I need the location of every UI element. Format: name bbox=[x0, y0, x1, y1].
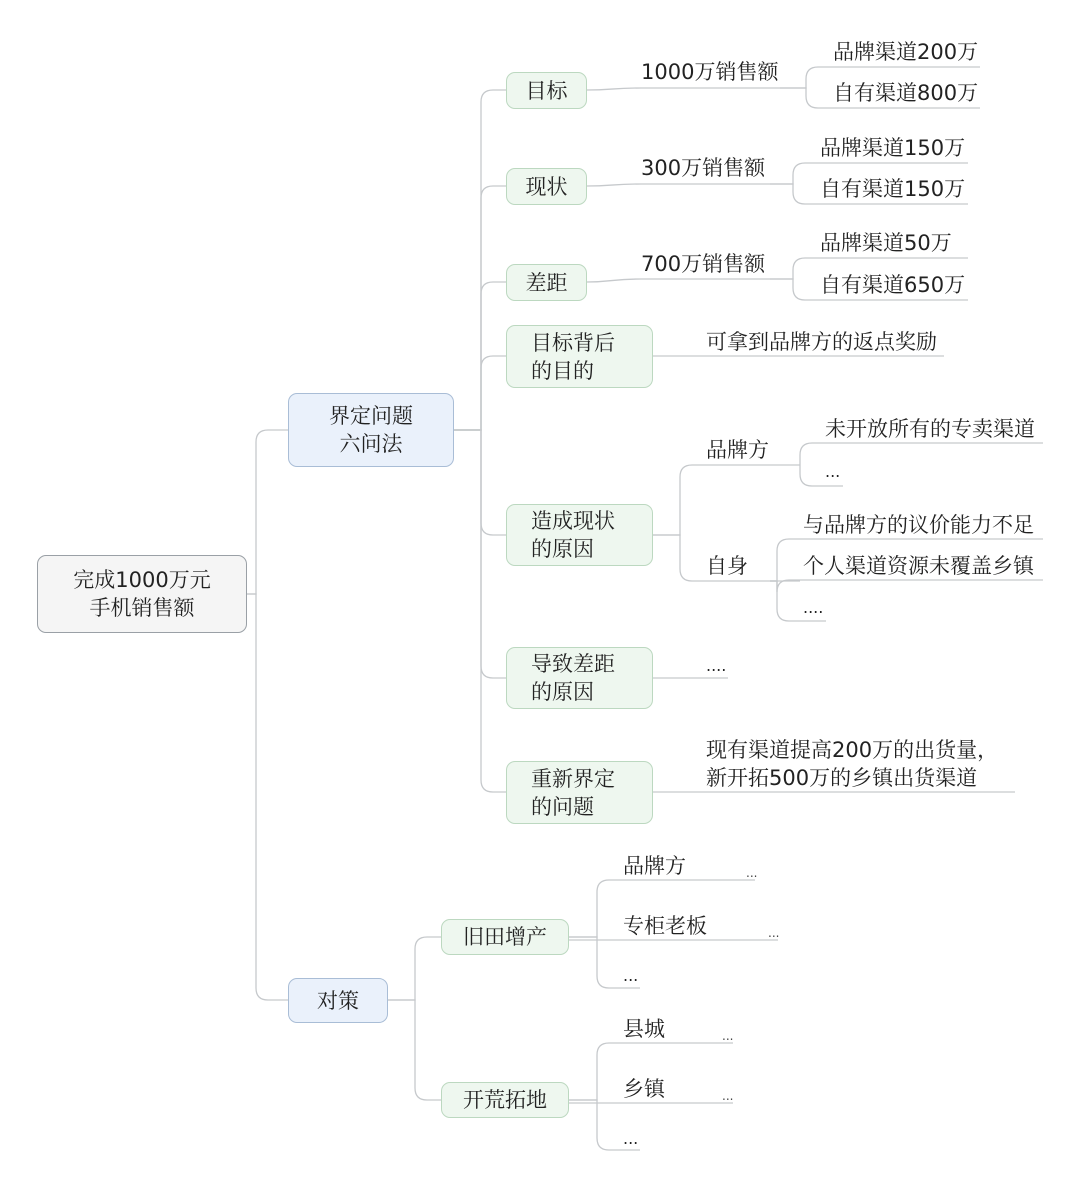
gap-label: 差距 bbox=[525, 270, 568, 295]
new-field-label: 开荒拓地 bbox=[463, 1088, 547, 1112]
link-define-redefine bbox=[454, 430, 506, 792]
link-goal-value bbox=[587, 88, 780, 90]
status-value: 300万销售额 bbox=[641, 156, 766, 180]
old-counter-more: ... bbox=[768, 926, 780, 940]
goal-brand-channel: 品牌渠道200万 bbox=[833, 40, 979, 64]
gap-value: 700万销售额 bbox=[641, 252, 766, 276]
goal-node[interactable] bbox=[506, 72, 587, 109]
old-brand-more: ... bbox=[746, 866, 758, 880]
old-brand: 品牌方 bbox=[623, 854, 686, 878]
cause-self-label: 自身 bbox=[706, 554, 748, 578]
goal-value: 1000万销售额 bbox=[641, 60, 779, 84]
link-self-item-2 bbox=[770, 580, 1043, 592]
define-line-1: 界定问题 bbox=[329, 404, 413, 428]
cause-gap-node[interactable] bbox=[506, 647, 653, 709]
redefine-node[interactable] bbox=[506, 761, 653, 824]
link-define-status bbox=[454, 186, 506, 430]
status-node[interactable] bbox=[506, 168, 587, 205]
cause-status-line-2: 的原因 bbox=[531, 537, 594, 561]
new-etc: ... bbox=[623, 1129, 639, 1148]
cause-status-line-1: 造成现状 bbox=[531, 509, 615, 533]
strategy-node[interactable] bbox=[288, 978, 388, 1023]
cause-brand-item-1: 未开放所有的专卖渠道 bbox=[825, 417, 1035, 441]
purpose-value: 可拿到品牌方的返点奖励 bbox=[706, 330, 937, 354]
link-status-value bbox=[587, 184, 770, 186]
status-label: 现状 bbox=[525, 174, 568, 199]
link-strategy-new bbox=[388, 1000, 441, 1100]
link-define-purpose bbox=[454, 356, 506, 430]
link-cause-brand bbox=[653, 465, 800, 535]
link-strategy-old bbox=[388, 937, 441, 1000]
new-township: 乡镇 bbox=[623, 1077, 665, 1101]
cause-self-item-3: .... bbox=[803, 598, 824, 617]
redefine-value-line-2: 新开拓500万的乡镇出货渠道 bbox=[706, 766, 978, 790]
goal-label: 目标 bbox=[525, 78, 568, 103]
link-gap-value bbox=[587, 279, 770, 282]
link-define-cause-gap bbox=[454, 430, 506, 678]
gap-node[interactable] bbox=[506, 264, 587, 301]
strategy-label: 对策 bbox=[317, 988, 359, 1013]
link-define-cause-status bbox=[454, 430, 506, 535]
new-county-more: ... bbox=[722, 1029, 734, 1043]
cause-brand-label: 品牌方 bbox=[706, 438, 769, 462]
root-line-2: 手机销售额 bbox=[89, 596, 195, 620]
cause-status-node[interactable] bbox=[506, 504, 653, 566]
redefine-value-line-1: 现有渠道提高200万的出货量， bbox=[706, 738, 999, 762]
new-field-node[interactable] bbox=[441, 1082, 569, 1118]
status-own-channel: 自有渠道150万 bbox=[820, 177, 966, 201]
root-node[interactable] bbox=[37, 555, 247, 633]
cause-gap-line-2: 的原因 bbox=[531, 680, 594, 704]
old-counter-boss: 专柜老板 bbox=[623, 914, 707, 938]
purpose-node[interactable] bbox=[506, 325, 653, 388]
redefine-value bbox=[706, 736, 998, 792]
cause-self-item-2: 个人渠道资源未覆盖乡镇 bbox=[803, 554, 1034, 578]
root-line-1: 完成1000万元 bbox=[73, 568, 211, 592]
goal-own-channel: 自有渠道800万 bbox=[833, 81, 979, 105]
link-root-strategy bbox=[247, 594, 288, 1000]
cause-gap-line-1: 导致差距 bbox=[531, 652, 615, 676]
old-field-label: 旧田增产 bbox=[463, 925, 547, 949]
new-county: 县城 bbox=[623, 1017, 665, 1041]
redefine-line-2: 的问题 bbox=[531, 794, 594, 819]
old-etc: ... bbox=[623, 966, 639, 985]
cause-gap-value: .... bbox=[706, 656, 727, 675]
link-define-goal bbox=[454, 90, 506, 430]
cause-self-item-1: 与品牌方的议价能力不足 bbox=[803, 513, 1034, 537]
define-problem-node[interactable] bbox=[288, 393, 454, 467]
purpose-line-1: 目标背后 bbox=[531, 330, 615, 355]
redefine-line-1: 重新界定 bbox=[531, 766, 615, 791]
purpose-line-2: 的目的 bbox=[531, 358, 594, 383]
define-line-2: 六问法 bbox=[339, 432, 403, 456]
cause-brand-item-2: ... bbox=[825, 462, 841, 481]
gap-own-channel: 自有渠道650万 bbox=[820, 273, 966, 297]
old-field-node[interactable] bbox=[441, 919, 569, 955]
gap-brand-channel: 品牌渠道50万 bbox=[820, 231, 952, 255]
link-root-define bbox=[247, 430, 288, 594]
new-township-more: ... bbox=[722, 1089, 734, 1103]
status-brand-channel: 品牌渠道150万 bbox=[820, 136, 966, 160]
